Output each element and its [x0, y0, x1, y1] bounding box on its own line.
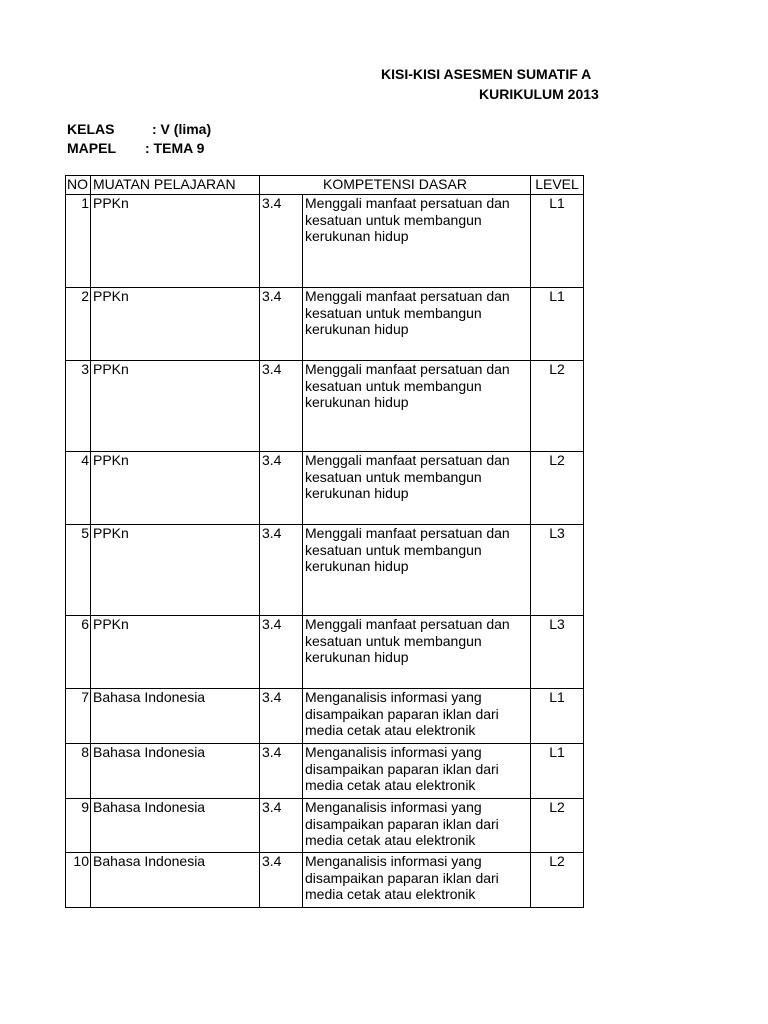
row-muatan: PPKn: [91, 452, 260, 525]
col-header-kompetensi: KOMPETENSI DASAR: [260, 176, 531, 195]
mapel-value: : TEMA 9: [145, 140, 205, 156]
table-header-row: [66, 176, 584, 195]
row-level: L1: [531, 195, 584, 288]
table-row: [66, 195, 584, 288]
row-muatan: Bahasa Indonesia: [91, 853, 260, 908]
row-muatan: Bahasa Indonesia: [91, 689, 260, 744]
row-muatan: PPKn: [91, 361, 260, 452]
row-level: L1: [531, 689, 584, 744]
row-muatan: PPKn: [91, 288, 260, 361]
row-kd-code: 3.4: [260, 288, 303, 361]
table-row: [66, 452, 584, 525]
col-header-muatan: MUATAN PELAJARAN: [91, 176, 260, 195]
col-header-level: LEVEL: [531, 176, 584, 195]
row-level: L1: [531, 288, 584, 361]
row-kd-code: 3.4: [260, 361, 303, 452]
table-row: [66, 525, 584, 616]
row-level: L3: [531, 616, 584, 689]
row-level: L2: [531, 853, 584, 908]
row-kd-text: Menggali manfaat persatuan dan kesatuan untuk membangun kerukunan hidup: [303, 288, 531, 361]
row-kd-code: 3.4: [260, 452, 303, 525]
row-kd-code: 3.4: [260, 744, 303, 799]
row-kd-text: Menganalisis informasi yang disampaikan paparan iklan dari media cetak atau elektronik: [303, 689, 531, 744]
row-kd-code: 3.4: [260, 525, 303, 616]
row-kd-text: Menggali manfaat persatuan dan kesatuan untuk membangun kerukunan hidup: [303, 452, 531, 525]
row-no: 7: [66, 689, 91, 744]
table-row: [66, 288, 584, 361]
row-muatan: PPKn: [91, 525, 260, 616]
kisi-kisi-table: [65, 175, 584, 908]
table-row: [66, 853, 584, 908]
table-row: [66, 616, 584, 689]
row-no: 6: [66, 616, 91, 689]
table-row: [66, 361, 584, 452]
row-kd-code: 3.4: [260, 616, 303, 689]
row-no: 3: [66, 361, 91, 452]
document-title: KISI-KISI ASESMEN SUMATIF A: [381, 66, 592, 82]
row-kd-text: Menganalisis informasi yang disampaikan paparan iklan dari media cetak atau elektronik: [303, 744, 531, 799]
table-row: [66, 799, 584, 853]
document-subtitle: KURIKULUM 2013: [479, 86, 599, 102]
col-header-no: NO: [66, 176, 91, 195]
row-muatan: Bahasa Indonesia: [91, 799, 260, 853]
row-kd-code: 3.4: [260, 689, 303, 744]
mapel-label: MAPEL: [67, 140, 116, 156]
row-no: 9: [66, 799, 91, 853]
row-kd-text: Menganalisis informasi yang disampaikan paparan iklan dari media cetak atau elektronik: [303, 799, 531, 853]
row-kd-text: Menganalisis informasi yang disampaikan paparan iklan dari media cetak atau elektronik: [303, 853, 531, 908]
row-level: L2: [531, 452, 584, 525]
table-row: [66, 744, 584, 799]
row-no: 5: [66, 525, 91, 616]
row-muatan: PPKn: [91, 195, 260, 288]
row-no: 1: [66, 195, 91, 288]
row-muatan: PPKn: [91, 616, 260, 689]
kelas-label: KELAS: [67, 121, 115, 137]
row-muatan: Bahasa Indonesia: [91, 744, 260, 799]
row-kd-code: 3.4: [260, 799, 303, 853]
row-kd-text: Menggali manfaat persatuan dan kesatuan untuk membangun kerukunan hidup: [303, 525, 531, 616]
row-no: 2: [66, 288, 91, 361]
row-level: L3: [531, 525, 584, 616]
kelas-value: : V (lima): [152, 121, 212, 137]
row-kd-text: Menggali manfaat persatuan dan kesatuan untuk membangun kerukunan hidup: [303, 361, 531, 452]
row-level: L1: [531, 744, 584, 799]
row-kd-code: 3.4: [260, 195, 303, 288]
row-level: L2: [531, 361, 584, 452]
row-no: 10: [66, 853, 91, 908]
row-kd-text: Menggali manfaat persatuan dan kesatuan untuk membangun kerukunan hidup: [303, 195, 531, 288]
row-no: 4: [66, 452, 91, 525]
row-kd-code: 3.4: [260, 853, 303, 908]
row-no: 8: [66, 744, 91, 799]
row-level: L2: [531, 799, 584, 853]
table-row: [66, 689, 584, 744]
row-kd-text: Menggali manfaat persatuan dan kesatuan untuk membangun kerukunan hidup: [303, 616, 531, 689]
